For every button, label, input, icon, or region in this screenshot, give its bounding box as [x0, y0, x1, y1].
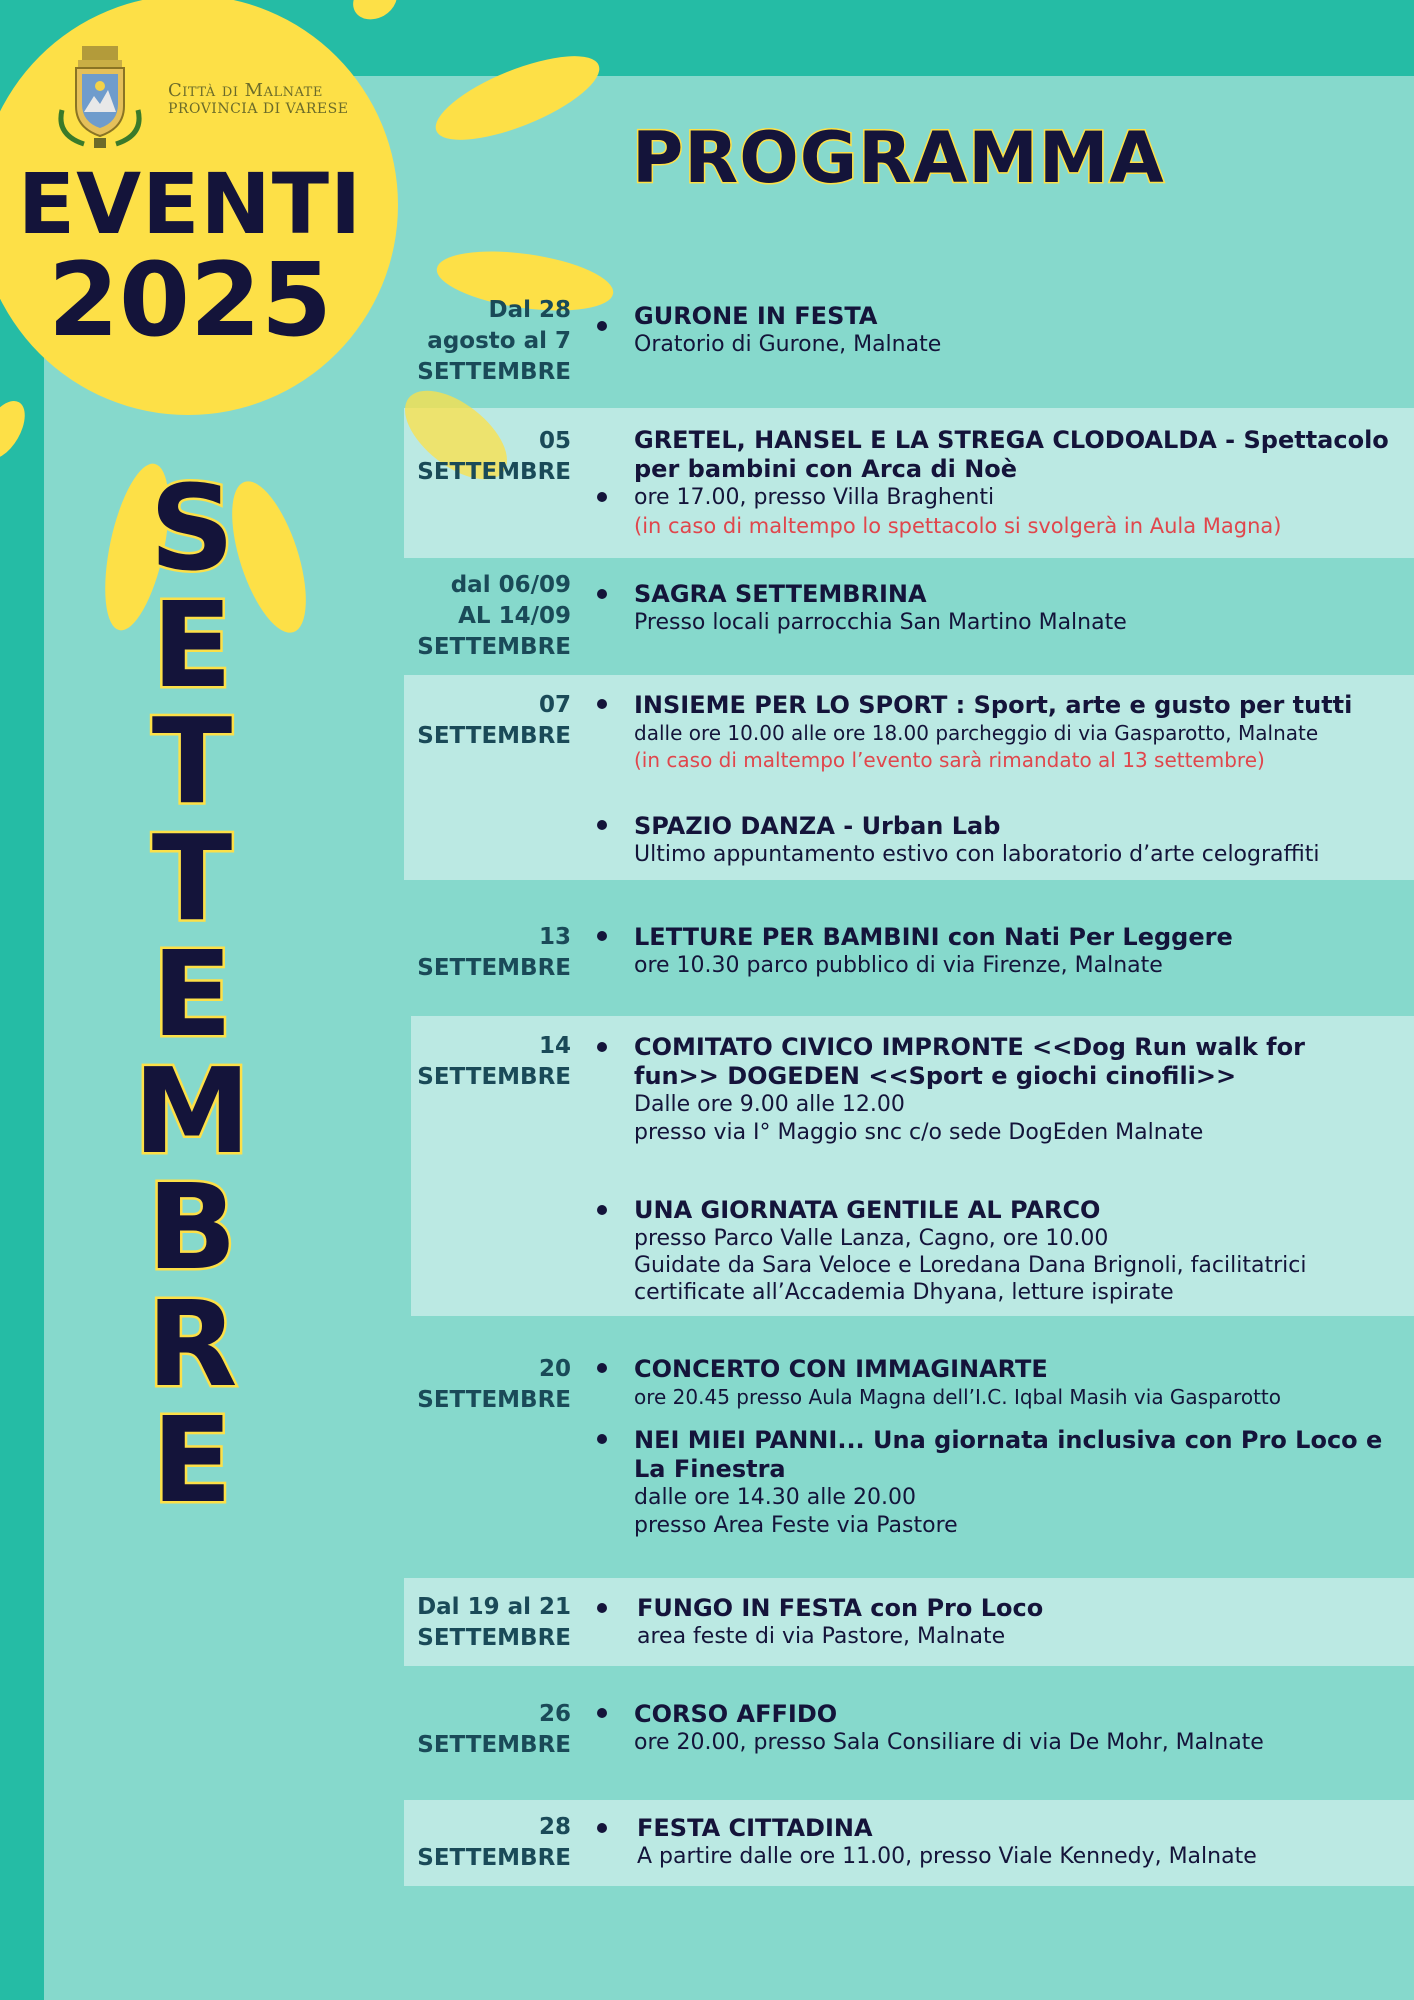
event-detail: Oratorio di Gurone, Malnate [634, 332, 942, 357]
bullet [597, 1205, 607, 1215]
event-title: SAGRA SETTEMBRINA [634, 580, 927, 608]
bullet [597, 1363, 607, 1373]
event-detail: presso via I° Maggio snc c/o sede DogEden Malnate [634, 1120, 1204, 1145]
bullet [597, 1708, 607, 1718]
event-item [637, 1814, 1414, 1871]
event-item [634, 1426, 1394, 1540]
event-item [634, 1196, 1334, 1306]
event-date: 14 SETTEMBRE [417, 1033, 571, 1090]
year-heading: 2025 [48, 241, 332, 360]
event-item [634, 426, 1412, 540]
bullet [597, 820, 607, 830]
bullet [597, 1434, 607, 1444]
event-detail: ore 10.30 parco pubblico di via Firenze, Malnate [634, 953, 1163, 978]
bullet [597, 1823, 607, 1833]
city-label: Città di Malnate [168, 80, 323, 101]
event-title: GURONE IN FESTA [634, 302, 878, 330]
page-title: PROGRAMMA [632, 117, 1165, 199]
event-detail: ore 20.00, presso Sala Consiliare di via De Mohr, Malnate [634, 1730, 1264, 1755]
bullet [597, 321, 607, 331]
eventi-heading: EVENTI [17, 155, 363, 253]
event-note: (in caso di maltempo lo spettacolo si svolgerà in Aula Magna) [634, 514, 1282, 538]
event-date: Dal 19 al 21 SETTEMBRE [417, 1594, 571, 1651]
event-detail: Ultimo appuntamento estivo con laboratorio d’arte celograffiti [634, 842, 1320, 867]
event-item [634, 580, 1414, 637]
month-letter: E [151, 925, 233, 1063]
event-date: 05 SETTEMBRE [417, 428, 571, 485]
event-date: dal 06/09 AL 14/09 SETTEMBRE [417, 572, 571, 660]
event-title: LETTURE PER BAMBINI con Nati Per Leggere [634, 923, 1233, 951]
event-title: FUNGO IN FESTA con Pro Loco [637, 1594, 1044, 1622]
month-letter: E [151, 575, 233, 714]
event-item [637, 1594, 1414, 1651]
event-item [634, 1033, 1394, 1147]
event-detail: Dalle ore 9.00 alle 12.00 [634, 1092, 905, 1117]
city-name [168, 82, 348, 118]
event-detail: ore 17.00, presso Villa Braghenti [634, 485, 995, 510]
event-title: INSIEME PER LO SPORT : Sport, arte e gusto per tutti [634, 691, 1353, 719]
event-detail: Guidate da Sara Veloce e Loredana Dana Brignoli, facilitatrici certificate all’Accademia Dhyana, letture ispirate [634, 1253, 1307, 1305]
province-label: PROVINCIA DI VARESE [168, 101, 349, 117]
event-item [634, 1355, 1414, 1410]
month-letter: S [149, 459, 235, 597]
bullet [597, 589, 607, 599]
month-letter: R [146, 1274, 238, 1413]
event-title: SPAZIO DANZA - Urban Lab [634, 812, 1001, 840]
bullet [597, 699, 607, 709]
event-detail: presso Parco Valle Lanza, Cagno, ore 10.00 [634, 1226, 1109, 1251]
event-title: FESTA CITTADINA [637, 1814, 873, 1842]
month-letter: T [151, 692, 233, 830]
month-letter: E [151, 1391, 233, 1529]
event-date: Dal 28 agosto al 7 SETTEMBRE [417, 297, 571, 385]
month-letter: B [147, 1158, 237, 1296]
event-date: 28 SETTEMBRE [417, 1814, 571, 1871]
event-date: 20 SETTEMBRE [417, 1356, 571, 1413]
month-vertical [92, 459, 292, 1529]
event-detail: area feste di via Pastore, Malnate [637, 1624, 1006, 1649]
event-detail: ore 20.45 presso Aula Magna dell’I.C. Iqbal Masih via Gasparotto [634, 1385, 1281, 1409]
event-detail: dalle ore 10.00 alle ore 18.00 parcheggio di via Gasparotto, Malnate [634, 721, 1319, 745]
event-date: 07 SETTEMBRE [417, 692, 571, 749]
event-detail: Presso locali parrocchia San Martino Malnate [634, 610, 1127, 635]
event-detail: presso Area Feste via Pastore [634, 1513, 958, 1538]
event-item [634, 1700, 1414, 1757]
event-title: CORSO AFFIDO [634, 1700, 838, 1728]
event-title: UNA GIORNATA GENTILE AL PARCO [634, 1196, 1101, 1224]
event-title: NEI MIEI PANNI... Una giornata inclusiva con Pro Loco e La Finestra [634, 1426, 1383, 1483]
month-letter: M [133, 1041, 251, 1180]
event-title: GRETEL, HANSEL E LA STREGA CLODOALDA - Spettacolo per bambini con Arca di Noè [634, 426, 1389, 483]
event-date: 13 SETTEMBRE [417, 924, 571, 981]
event-detail: dalle ore 14.30 alle 20.00 [634, 1485, 916, 1510]
event-item [634, 923, 1414, 980]
bullet [597, 492, 607, 502]
event-item [634, 302, 1414, 359]
event-note: (in caso di maltempo l’evento sarà rimandato al 13 settembre) [634, 748, 1265, 772]
event-detail: A partire dalle ore 11.00, presso Viale Kennedy, Malnate [637, 1844, 1257, 1869]
event-date: 26 SETTEMBRE [417, 1701, 571, 1758]
event-title: CONCERTO CON IMMAGINARTE [634, 1355, 1048, 1383]
bullet [597, 931, 607, 941]
event-item [634, 691, 1414, 774]
bullet [597, 1042, 607, 1052]
bullet [597, 1603, 607, 1613]
event-title: COMITATO CIVICO IMPRONTE <<Dog Run walk for fun>> DOGEDEN <<Sport e giochi cinofili>> [634, 1033, 1305, 1090]
city-crest-icon [54, 40, 146, 152]
event-item [634, 812, 1414, 869]
month-letter: T [151, 808, 233, 947]
